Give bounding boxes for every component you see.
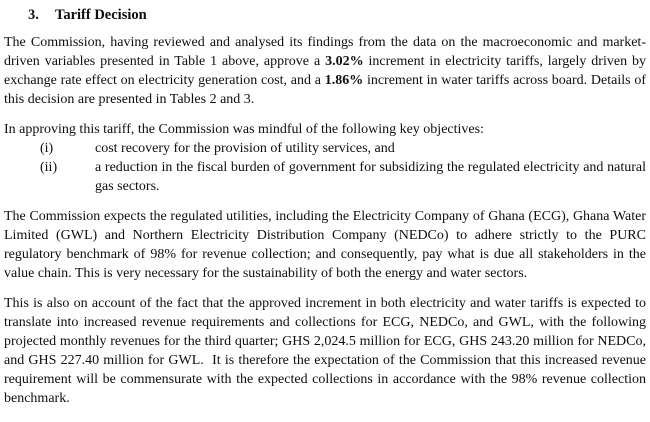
list-item-marker: (ii) (40, 160, 58, 175)
text-run: The Commission expects the regulated utilities, including the Electricity Company of Ghana (ECG), Ghana Water Limited (GWL) and Northern Electricity Distribution Company (NEDCo) to adhere strictly to the PURC regulatory benchmark of 98% for revenue collection; and consequently, pay what is due all stakeholders in the value chain. This is very necessary for the sustainability of both the energy and water sectors. (4, 209, 646, 281)
list-item (4, 139, 646, 158)
body-paragraph (4, 207, 646, 283)
emphasis-value: 1.86% (324, 73, 364, 88)
document-body (4, 33, 646, 408)
emphasis-value: 3.02% (325, 54, 364, 69)
list-item-text: a reduction in the fiscal burden of government for subsidizing the regulated electricity and natural gas sectors. (95, 160, 646, 194)
list-intro-paragraph: In approving this tariff, the Commission was mindful of the following key objectives: (4, 122, 484, 137)
section-heading (28, 5, 646, 25)
text-run: This is also on account of the fact that the approved increment in both electricity and water tariffs is expected to translate into increased revenue requirements and collections for ECG, NEDCo, and GWL, with the following projected monthly revenues for the third quarter; GHS 2,024.5 million for ECG, GHS 243.20 million for NEDCo, and GHS 227.40 million for GWL. It is therefore the expectation of the Commission that this increased revenue requirement will be commensurate with the expected collections in accordance with the 98% revenue collection benchmark. (4, 296, 646, 406)
text-run: The Commission, having reviewed and analysed its findings from the data on the macroeconomic and market-driven variables presented in Table 1 above, approve a (4, 35, 646, 69)
list-item-marker: (i) (40, 141, 54, 156)
text-run: increment in water tariffs across board. Details of this decision are presented in Tables 2 and 3. (4, 73, 646, 107)
body-paragraph (4, 294, 646, 408)
section-title: Tariff Decision (55, 7, 147, 23)
objectives-list (4, 139, 646, 196)
body-paragraph (4, 33, 646, 109)
list-item (4, 158, 646, 196)
section-number: 3. (28, 7, 39, 23)
text-run: increment in electricity tariffs, largely driven by exchange rate effect on electricity generation cost, and a (4, 54, 646, 88)
list-item-text: cost recovery for the provision of utility services, and (95, 141, 395, 156)
